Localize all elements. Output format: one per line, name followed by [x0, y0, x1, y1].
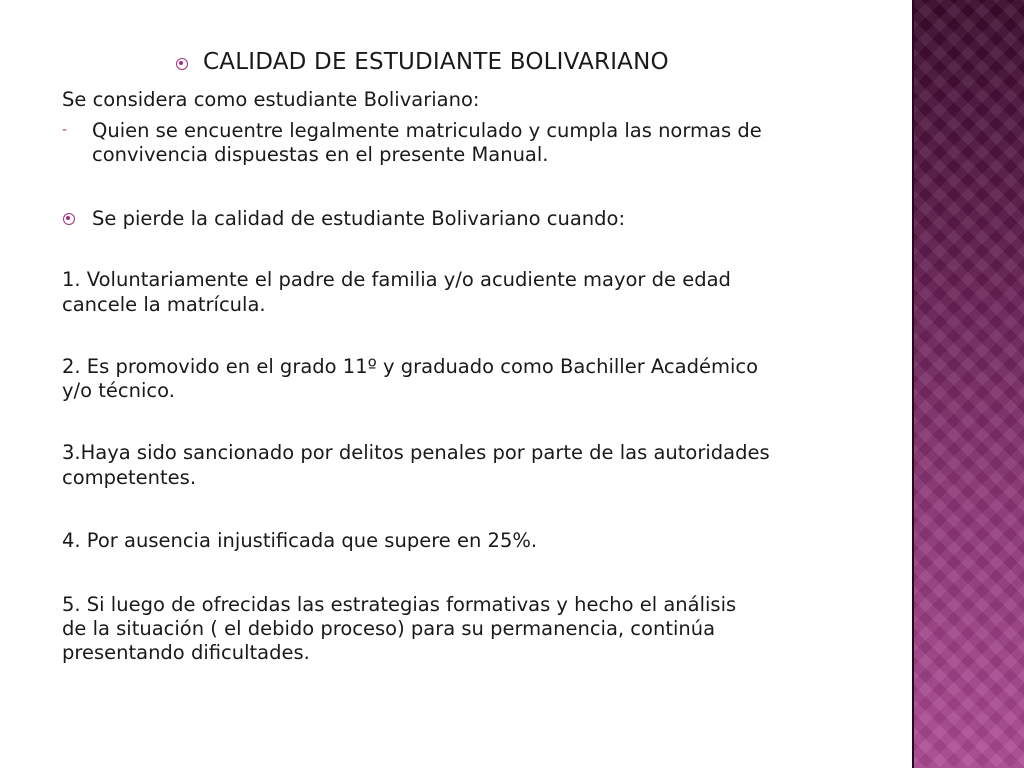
- item4-line1: 4. Por ausencia injustificada que supere en 25%.: [62, 529, 538, 552]
- dash-item-line1: Quien se encuentre legalmente matriculado y cumpla las normas de: [92, 119, 762, 142]
- item2-line1: 2. Es promovido en el grado 11º y graduado como Bachiller Académico: [62, 355, 759, 378]
- side-panel-edge: [912, 0, 914, 768]
- item5-line3: presentando dificultades.: [62, 641, 310, 664]
- loss-bullet-icon: [63, 213, 75, 225]
- dash-bullet-icon: -: [62, 122, 68, 138]
- item5-line1: 5. Si luego de ofrecidas las estrategias formativas y hecho el análisis: [62, 593, 737, 616]
- loss-heading: Se pierde la calidad de estudiante Bolivariano cuando:: [92, 207, 626, 230]
- slide-heading: CALIDAD DE ESTUDIANTE BOLIVARIANO: [203, 49, 669, 75]
- item5-line2: de la situación ( el debido proceso) para su permanencia, continúa: [62, 617, 716, 640]
- item1-line2: cancele la matrícula.: [62, 293, 266, 316]
- heading-bullet-icon: [176, 58, 188, 70]
- item2-line2: y/o técnico.: [62, 379, 175, 402]
- item1-line1: 1. Voluntariamente el padre de familia y/o acudiente mayor de edad: [62, 268, 731, 291]
- intro-text: Se considera como estudiante Bolivariano:: [62, 88, 480, 111]
- decorative-side-panel: [912, 0, 1024, 768]
- item3-line2: competentes.: [62, 466, 197, 489]
- item3-line1: 3.Haya sido sancionado por delitos penales por parte de las autoridades: [62, 441, 770, 464]
- dash-item-line2: convivencia dispuestas en el presente Manual.: [92, 143, 549, 166]
